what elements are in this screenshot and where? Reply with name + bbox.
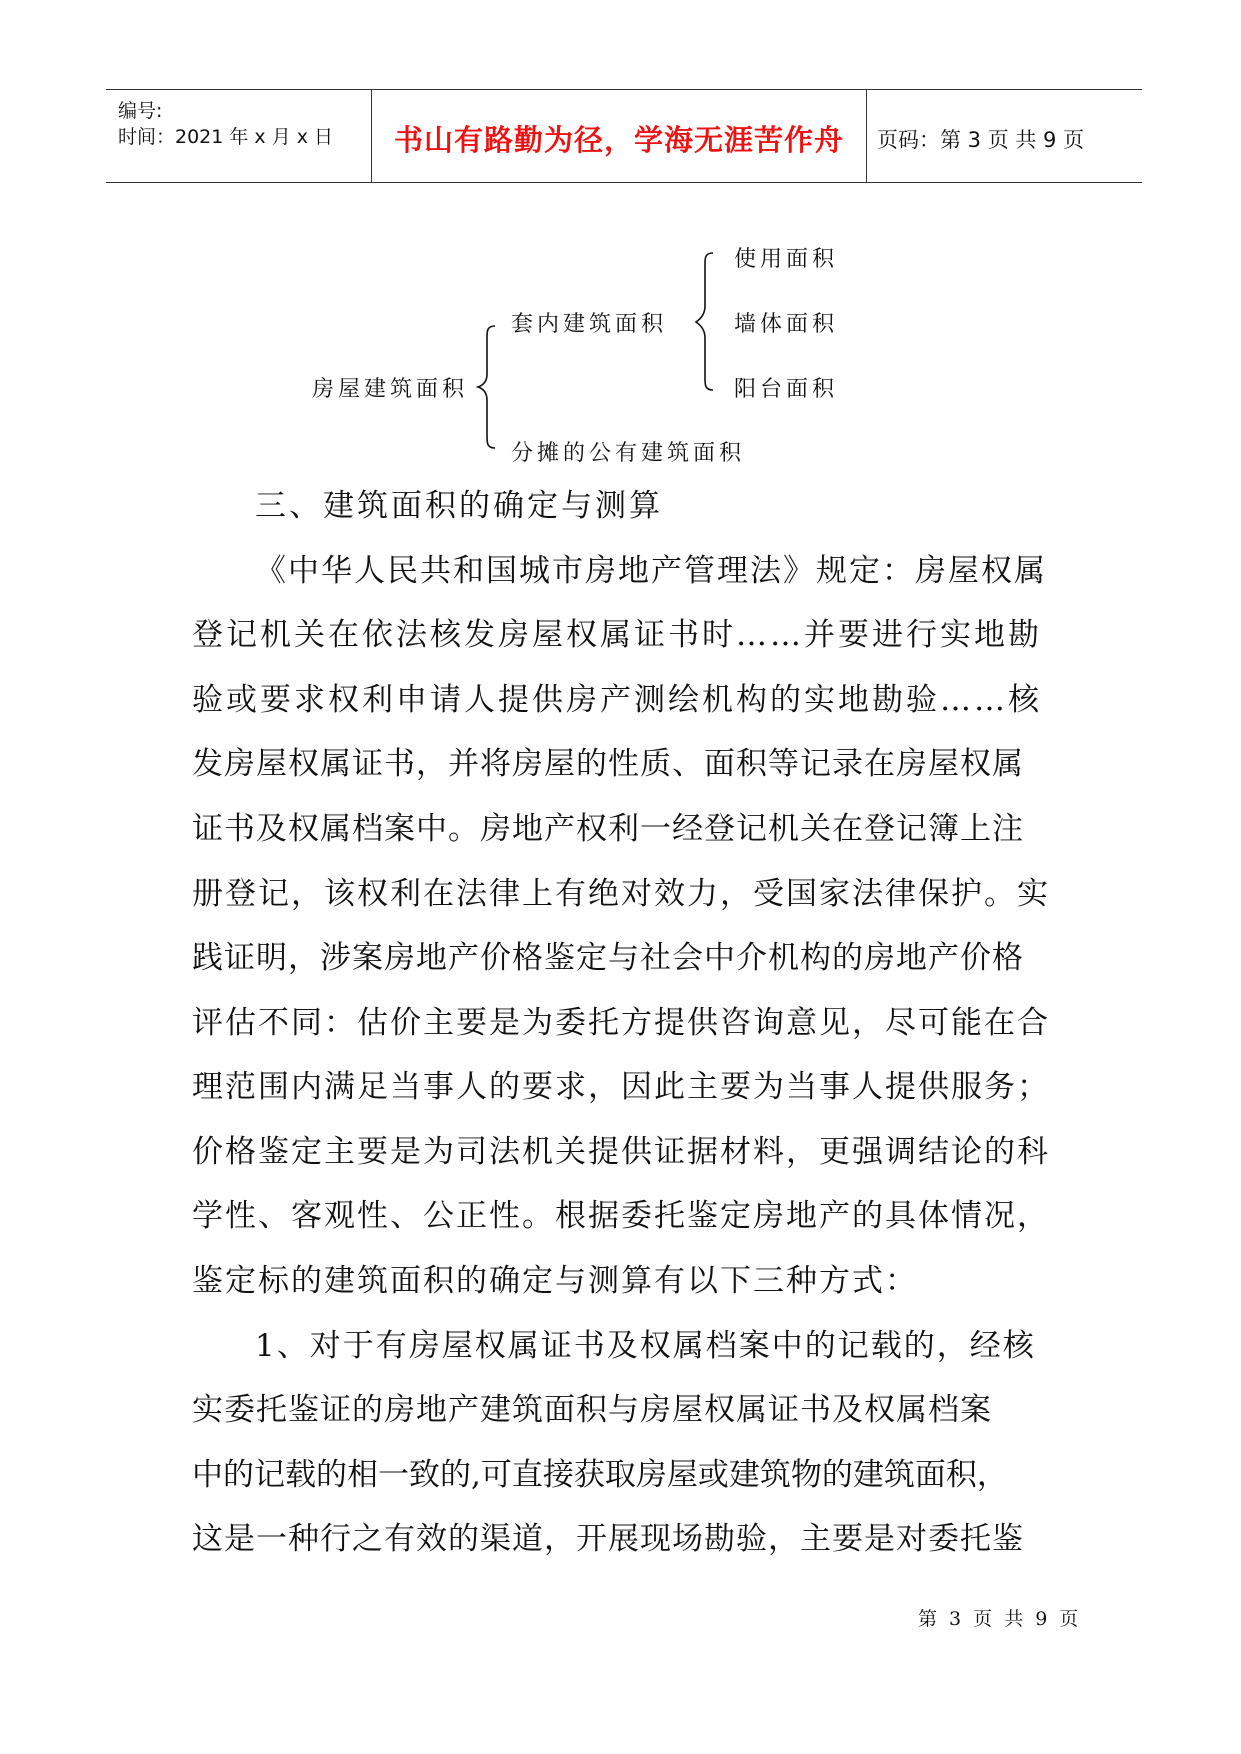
item-line: 这是一种行之有效的渠道，开展现场勘验，主要是对委托鉴 — [192, 1521, 1024, 1557]
diagram-leaf-wall: 墙体面积 — [734, 312, 839, 337]
diagram-leaf-use: 使用面积 — [734, 247, 839, 272]
body-line: 践证明，涉案房地产价格鉴定与社会中介机构的房地产价格 — [192, 940, 1024, 976]
inner-brace — [696, 253, 713, 390]
body-line: 《中华人民共和国城市房地产管理法》规定：房屋权属 — [255, 553, 1047, 589]
body-line: 证书及权属档案中。房地产权利一经登记机关在登记簿上注 — [192, 811, 1024, 847]
body-line: 鉴定标的建筑面积的确定与测算有以下三种方式： — [192, 1263, 918, 1299]
page-footer: 第 3 页 共 9 页 — [918, 1608, 1082, 1630]
document-time-label: 时间：2021 年 x 月 x 日 — [118, 126, 334, 148]
area-breakdown-diagram — [0, 0, 1241, 480]
section-title: 三、建筑面积的确定与测算 — [255, 488, 663, 524]
body-line: 价格鉴定主要是为司法机关提供证据材料，更强调结论的科 — [192, 1134, 1050, 1170]
diagram-inner-label: 套内建筑面积 — [511, 312, 668, 337]
item-line: 实委托鉴证的房地产建筑面积与房屋权属证书及权属档案 — [192, 1392, 992, 1428]
diagram-brackets — [0, 0, 1241, 480]
item-line: 1、对于有房屋权属证书及权属档案中的记载的，经核 — [255, 1328, 1036, 1364]
root-brace — [478, 326, 495, 448]
diagram-leaf-balcony: 阳台面积 — [734, 377, 839, 402]
body-line: 册登记，该权利在法律上有绝对效力，受国家法律保护。实 — [192, 876, 1050, 912]
item-line: 中的记载的相一致的,可直接获取房屋或建筑物的建筑面积， — [192, 1457, 1008, 1493]
document-number-label: 编号: — [118, 100, 163, 122]
body-line: 验或要求权利申请人提供房产测绘机构的实地勘验……核 — [192, 682, 1042, 718]
body-line: 评估不同：估价主要是为委托方提供咨询意见，尽可能在合 — [192, 1005, 1050, 1041]
body-line: 登记机关在依法核发房屋权属证书时……并要进行实地勘 — [192, 617, 1042, 653]
header-page-info: 页码：第 3 页 共 9 页 — [877, 128, 1085, 152]
body-line: 发房屋权属证书，并将房屋的性质、面积等记录在房屋权属 — [192, 746, 1024, 782]
body-line: 学性、客观性、公正性。根据委托鉴定房地产的具体情况， — [192, 1198, 1050, 1234]
header-motto: 书山有路勤为径，学海无涯苦作舟 — [393, 123, 844, 157]
diagram-shared-label: 分摊的公有建筑面积 — [511, 441, 746, 466]
diagram-root-label: 房屋建筑面积 — [312, 377, 469, 402]
body-line: 理范围内满足当事人的要求，因此主要为当事人提供服务； — [192, 1069, 1050, 1105]
